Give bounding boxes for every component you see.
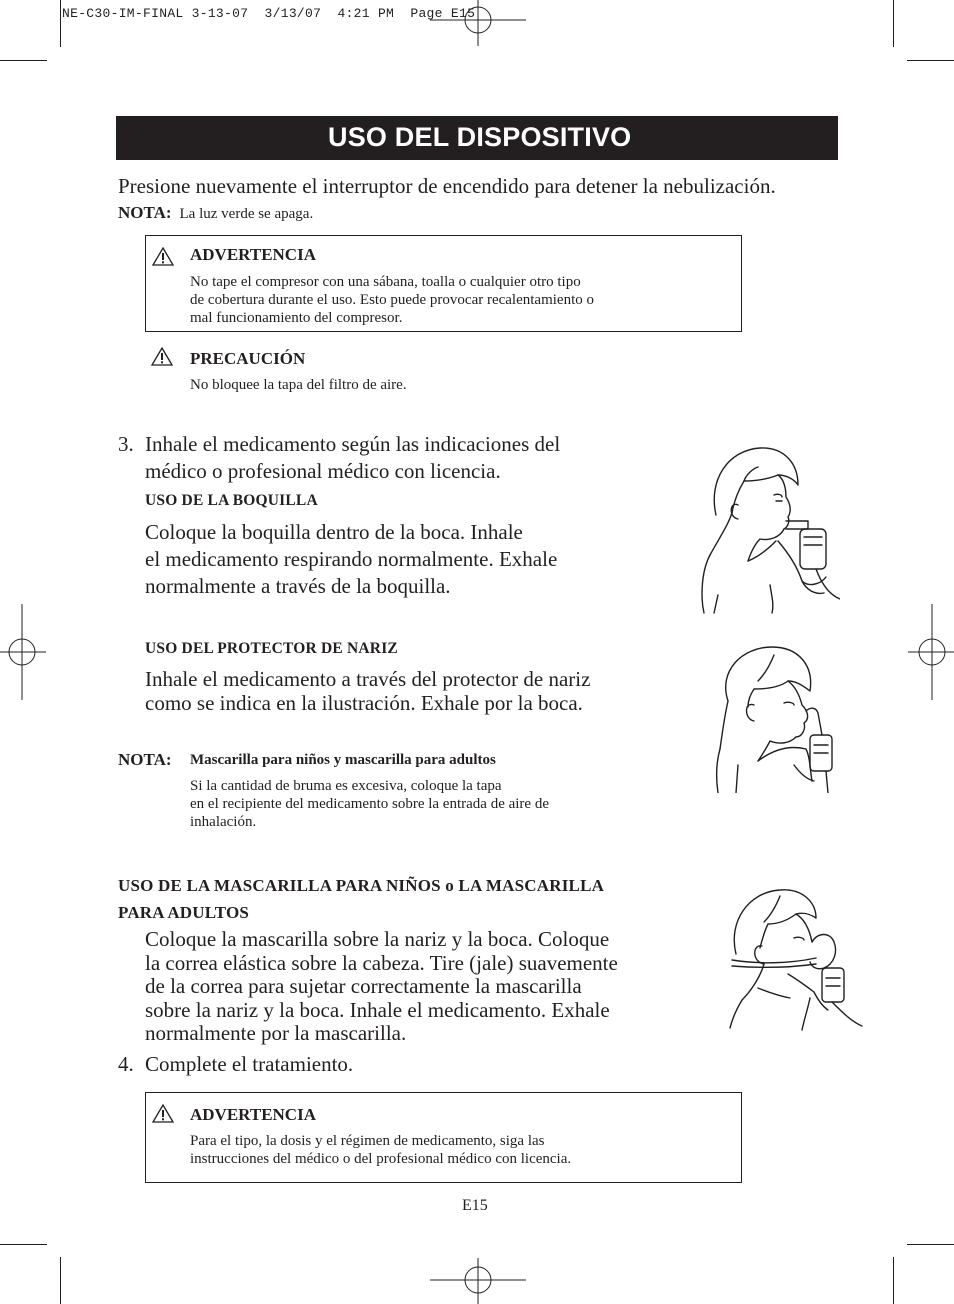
crop-mark xyxy=(0,1244,47,1245)
step-line: médico o profesional médico con licencia. xyxy=(145,459,501,483)
note-label: NOTA: xyxy=(118,203,172,222)
child-mouthpiece-illustration xyxy=(698,445,840,615)
body-line: la correa elástica sobre la cabeza. Tire (jale) suavemente xyxy=(145,950,618,975)
child-mask-illustration xyxy=(728,888,864,1032)
warning-body xyxy=(190,273,735,327)
body-line: Inhale el medicamento a través del protector de nariz xyxy=(145,667,591,691)
mouthpiece-text xyxy=(145,519,557,600)
note-label: NOTA: xyxy=(118,750,172,769)
page-number: E15 xyxy=(462,1197,488,1214)
caution-text: No bloquee la tapa del filtro de aire. xyxy=(190,377,407,393)
warning-box xyxy=(145,1092,742,1183)
warning-triangle-icon xyxy=(152,1104,174,1123)
body-line: normalmente a través de la boquilla. xyxy=(145,574,451,598)
step-number: 3. xyxy=(118,432,134,456)
body-line: como se indica en la ilustración. Exhale por la boca. xyxy=(145,691,583,715)
note-body xyxy=(190,777,549,831)
body-line: el medicamento respirando normalmente. Exhale xyxy=(145,547,558,571)
warning-body xyxy=(190,1132,735,1168)
step-line: Inhale el medicamento según las indicaciones del xyxy=(145,432,561,456)
warning-line: Para el tipo, la dosis y el régimen de medicamento, siga las xyxy=(190,1133,545,1149)
crop-mark xyxy=(893,0,894,47)
crop-mark xyxy=(893,1257,894,1304)
warning-title: ADVERTENCIA xyxy=(190,245,316,264)
warning-triangle-icon xyxy=(151,347,173,366)
warning-title: ADVERTENCIA xyxy=(190,1105,316,1124)
child-nosepiece-illustration xyxy=(714,645,840,793)
body-line: Coloque la boquilla dentro de la boca. Inhale xyxy=(145,520,523,544)
warning-line: de cobertura durante el uso. Esto puede provocar recalentamiento o xyxy=(190,292,594,308)
intro-text: Presione nuevamente el interruptor de encendido para detener la nebulización. xyxy=(118,174,776,198)
section-title-bar xyxy=(116,116,838,160)
step-4-text: Complete el tratamiento. xyxy=(145,1052,354,1076)
crop-mark xyxy=(60,0,61,47)
registration-mark-right xyxy=(908,604,954,700)
warning-box xyxy=(145,235,742,332)
mouthpiece-heading: USO DE LA BOQUILLA xyxy=(145,492,318,509)
registration-mark-bottom xyxy=(430,1258,526,1304)
intro-note xyxy=(118,203,313,223)
caution-title: PRECAUCIÓN xyxy=(190,349,306,368)
section-title: USO DEL DISPOSITIVO xyxy=(328,122,632,152)
step-3-text xyxy=(145,431,560,485)
mask-heading xyxy=(118,872,604,926)
note-line: Si la cantidad de bruma es excesiva, coloque la tapa xyxy=(190,778,502,794)
warning-line: No tape el compresor con una sábana, toalla o cualquier otro tipo xyxy=(190,274,581,290)
body-line: sobre la nariz y la boca. Inhale el medicamento. Exhale xyxy=(145,997,610,1022)
body-line: Coloque la mascarilla sobre la nariz y la boca. Coloque xyxy=(145,927,610,951)
body-line: de la correa para sujetar correctamente la mascarilla xyxy=(145,974,582,998)
crop-mark xyxy=(907,60,954,61)
crop-mark xyxy=(60,1257,61,1304)
warning-line: instrucciones del médico o del profesional médico con licencia. xyxy=(190,1151,572,1167)
note-text: La luz verde se apaga. xyxy=(179,206,314,222)
mask-text xyxy=(145,928,618,1046)
nosepiece-text xyxy=(145,667,590,715)
step-number: 4. xyxy=(118,1052,134,1076)
registration-mark-left xyxy=(0,604,46,700)
crop-mark xyxy=(0,60,47,61)
registration-mark-top xyxy=(430,0,526,46)
body-line: normalmente por la mascarilla. xyxy=(145,1021,407,1045)
crop-mark xyxy=(907,1244,954,1245)
note-line: en el recipiente del medicamento sobre la entrada de aire de xyxy=(190,796,549,812)
warning-triangle-icon xyxy=(152,247,174,266)
note-heading: Mascarilla para niños y mascarilla para adultos xyxy=(190,752,496,768)
printer-slug: NE-C30-IM-FINAL 3-13-07 3/13/07 4:21 PM Page E15 xyxy=(62,6,476,21)
warning-line: mal funcionamiento del compresor. xyxy=(190,310,403,326)
heading-line: PARA ADULTOS xyxy=(118,903,250,922)
nosepiece-heading: USO DEL PROTECTOR DE NARIZ xyxy=(145,640,398,657)
note-line: inhalación. xyxy=(190,814,257,830)
heading-line: USO DE LA MASCARILLA PARA NIÑOS o LA MASCARILLA xyxy=(118,876,605,895)
